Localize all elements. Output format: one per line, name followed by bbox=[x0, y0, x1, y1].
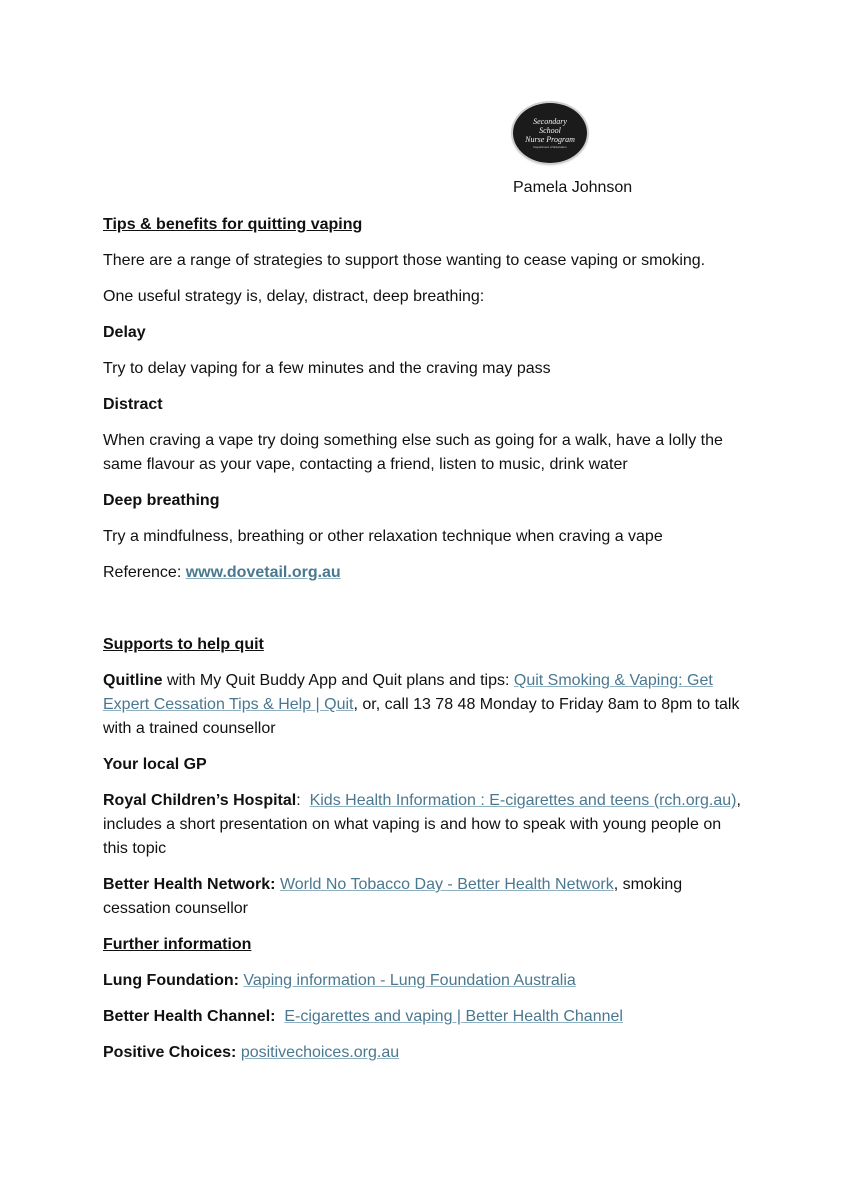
rch-text: , includes a short presentation on what vaping is and how to speak with young people on this topic bbox=[103, 792, 741, 857]
document-body bbox=[103, 213, 743, 1077]
tips-strategy: One useful strategy is, delay, distract, deep breathing: bbox=[103, 288, 485, 305]
tips-heading: Tips & benefits for quitting vaping bbox=[103, 216, 363, 233]
reference-line bbox=[103, 561, 743, 585]
rch-link[interactable]: Kids Health Information : E-cigarettes and teens (rch.org.au) bbox=[309, 792, 737, 809]
pc-link[interactable]: positivechoices.org.au bbox=[240, 1044, 400, 1061]
rch-label: Royal Children’s Hospital bbox=[103, 792, 297, 809]
reference-label: Reference: bbox=[103, 564, 186, 581]
bhn-text: , smoking cessation counsellor bbox=[103, 876, 683, 917]
logo-line-2: School bbox=[539, 126, 561, 135]
rch-colon: : bbox=[296, 792, 310, 809]
bhc-label: Better Health Channel: bbox=[103, 1008, 276, 1025]
bhc-paragraph bbox=[103, 1005, 743, 1029]
school-nurse-logo bbox=[513, 103, 587, 163]
lung-paragraph bbox=[103, 969, 743, 993]
dovetail-link[interactable]: www.dovetail.org.au bbox=[185, 564, 341, 581]
distract-heading: Distract bbox=[103, 396, 163, 413]
bhn-link[interactable]: World No Tobacco Day - Better Health Network bbox=[279, 876, 614, 893]
distract-text: When craving a vape try doing something else such as going for a walk, have a lolly the same flavour as your vape, contacting a friend, listen to music, drink water bbox=[103, 432, 723, 473]
quitline-paragraph bbox=[103, 669, 743, 741]
lung-link[interactable]: Vaping information - Lung Foundation Australia bbox=[243, 972, 576, 989]
logo-subtext: Department of Education bbox=[533, 145, 567, 149]
supports-heading: Supports to help quit bbox=[103, 636, 264, 653]
quitline-text-2: , or, call 13 78 48 Monday to Friday 8am to 8pm to talk with a trained counsellor bbox=[103, 696, 740, 737]
deep-breathing-heading: Deep breathing bbox=[103, 492, 220, 509]
pc-label: Positive Choices: bbox=[103, 1044, 237, 1061]
rch-paragraph bbox=[103, 789, 743, 861]
tips-intro: There are a range of strategies to support those wanting to cease vaping or smoking. bbox=[103, 252, 706, 269]
bhc-link[interactable]: E-cigarettes and vaping | Better Health Channel bbox=[284, 1008, 623, 1025]
bhn-paragraph bbox=[103, 873, 743, 921]
quitline-text-1: with My Quit Buddy App and Quit plans and tips: bbox=[162, 672, 514, 689]
logo-line-3: Nurse Program bbox=[525, 135, 575, 144]
further-heading: Further information bbox=[103, 936, 252, 953]
section-gap bbox=[103, 597, 743, 633]
pc-paragraph bbox=[103, 1041, 743, 1065]
logo-line-1: Secondary bbox=[533, 117, 567, 126]
local-gp: Your local GP bbox=[103, 756, 207, 773]
deep-breathing-text: Try a mindfulness, breathing or other relaxation technique when craving a vape bbox=[103, 528, 663, 545]
bhn-label: Better Health Network: bbox=[103, 876, 276, 893]
quitline-link[interactable]: Quit Smoking & Vaping: Get Expert Cessation Tips & Help | Quit bbox=[103, 672, 713, 713]
quitline-label: Quitline bbox=[103, 672, 163, 689]
lung-label: Lung Foundation: bbox=[103, 972, 239, 989]
author-name: Pamela Johnson bbox=[513, 179, 633, 196]
delay-text: Try to delay vaping for a few minutes and the craving may pass bbox=[103, 360, 551, 377]
delay-heading: Delay bbox=[103, 324, 146, 341]
